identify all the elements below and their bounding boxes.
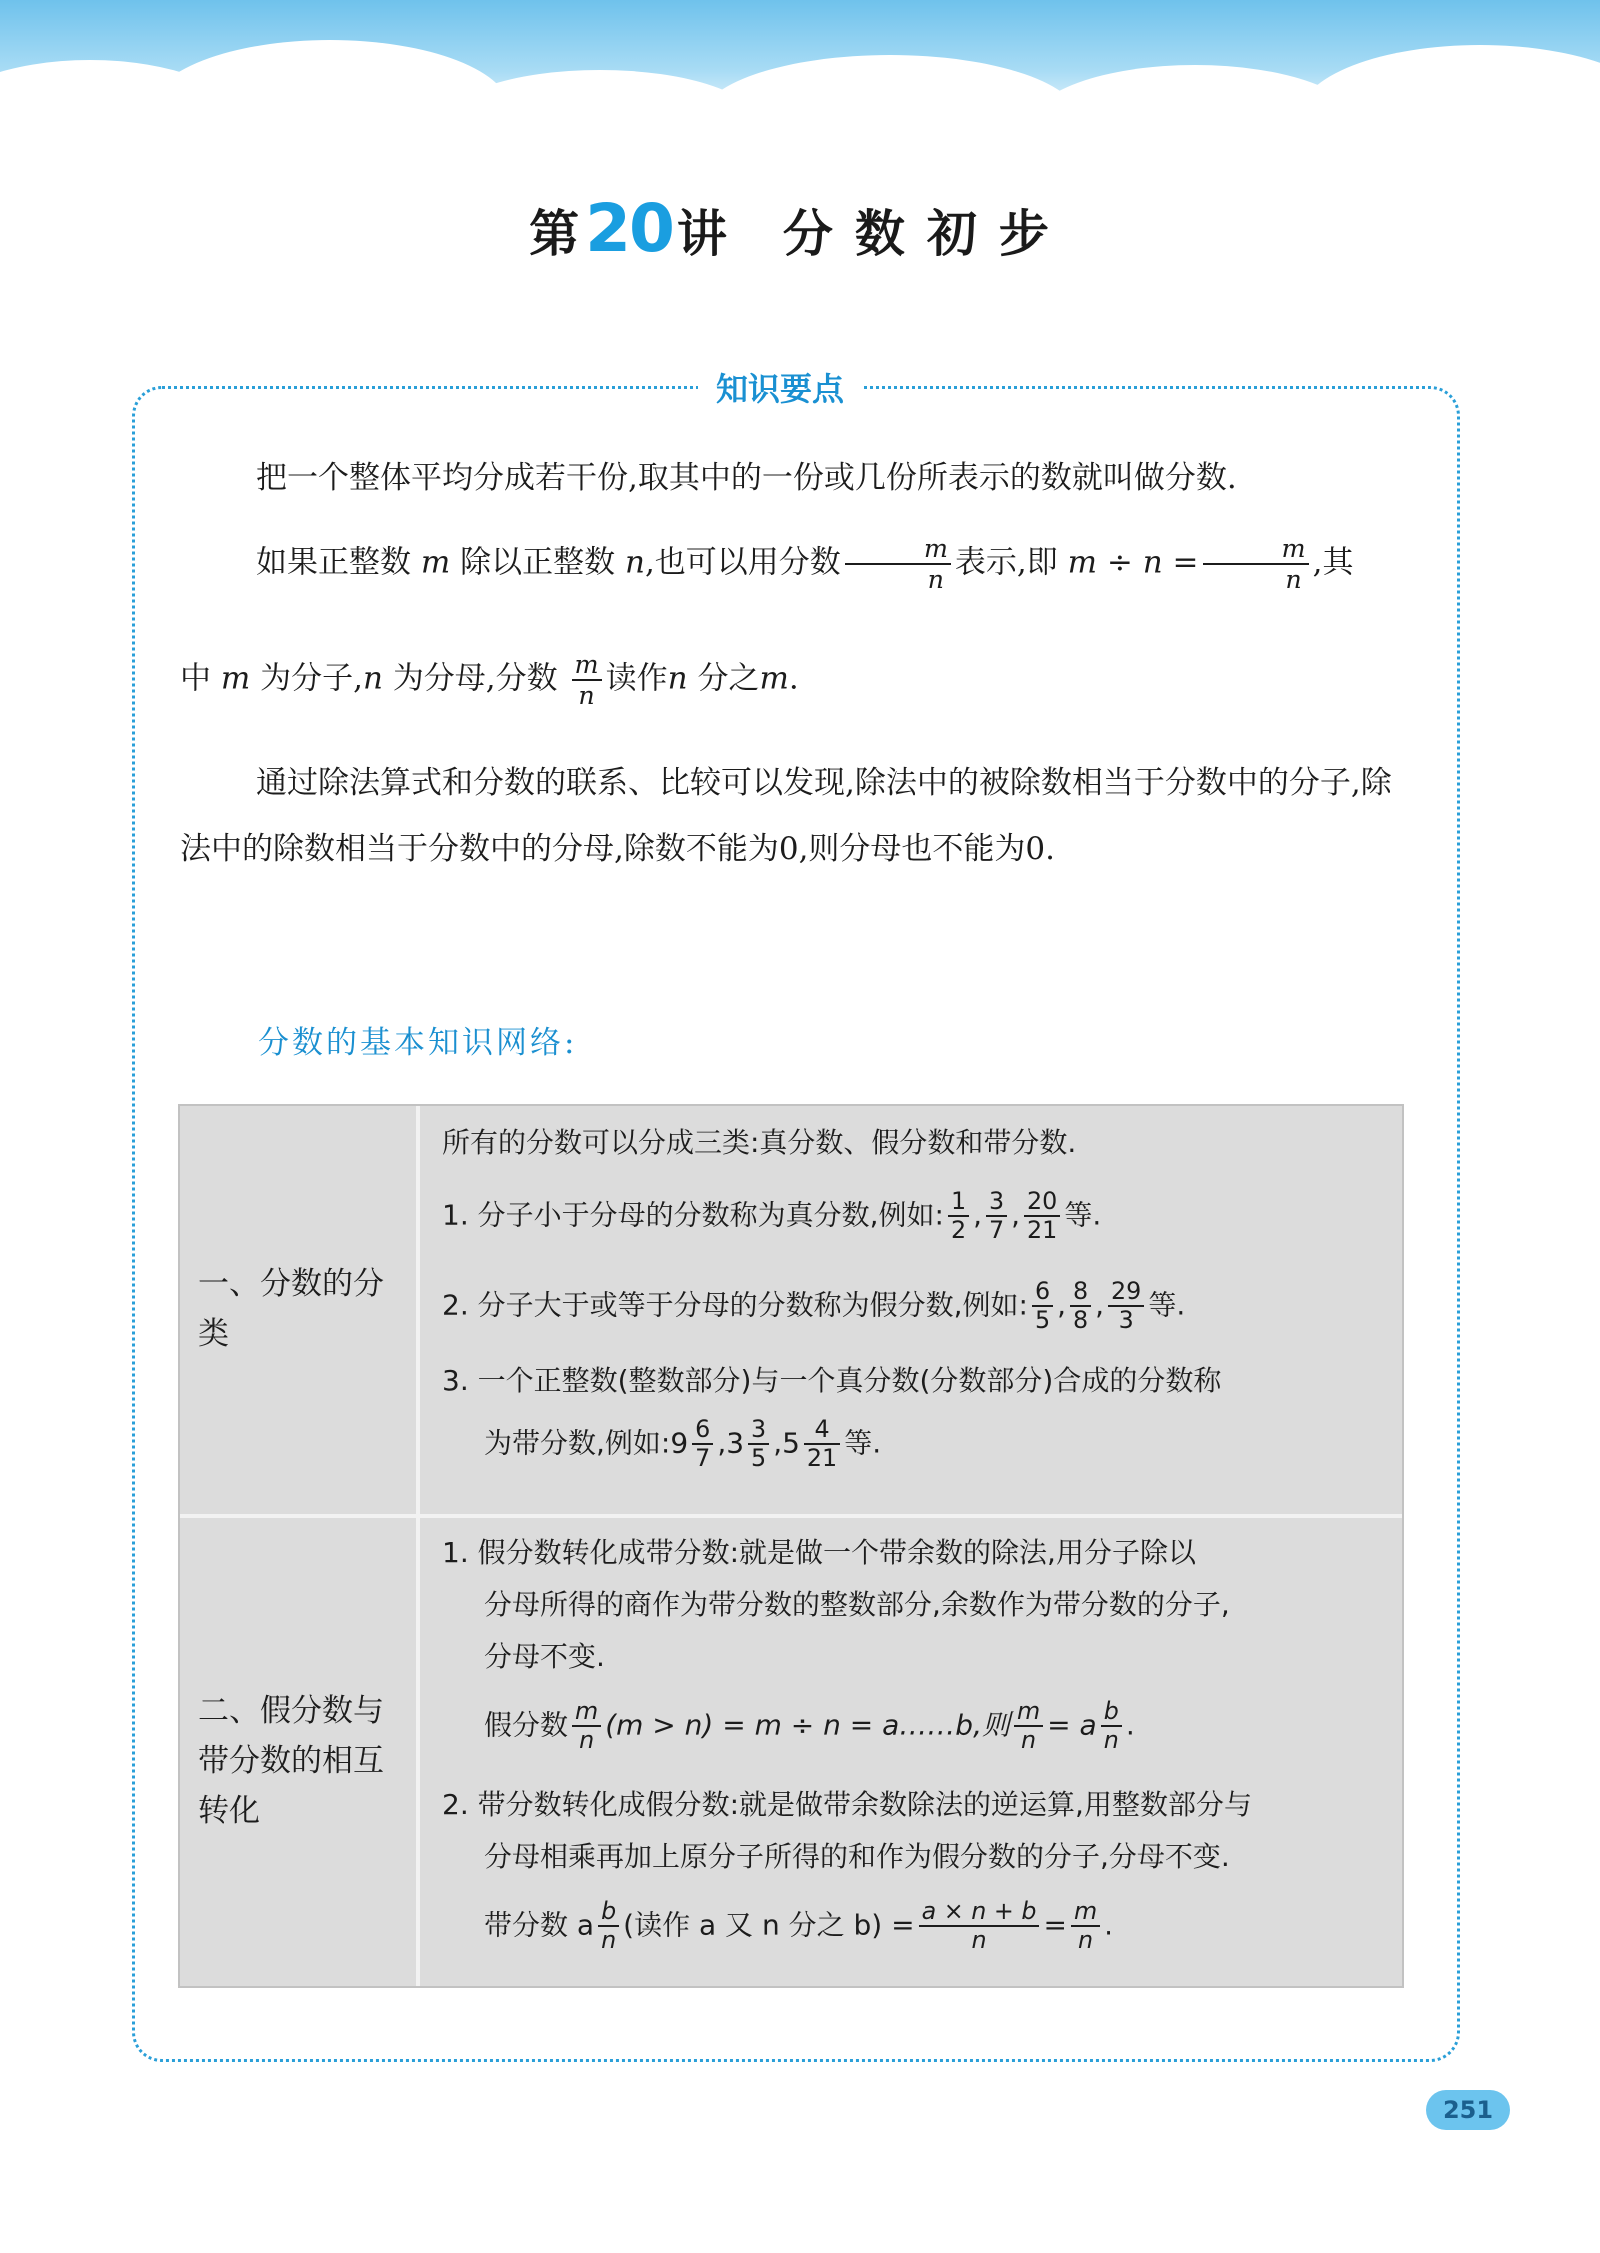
fraction	[986, 1188, 1007, 1245]
text-span: 为带分数,例如:	[484, 1426, 671, 1460]
numerator: b	[598, 1898, 619, 1927]
numerator: 8	[1070, 1278, 1091, 1307]
numerator: 3	[986, 1188, 1007, 1217]
intro-paragraph-1	[180, 456, 1400, 500]
mixed-to-improper-line1	[442, 1780, 1386, 1830]
var-n: n	[362, 660, 383, 697]
fraction	[804, 1416, 840, 1473]
var-n: n	[624, 544, 645, 581]
denominator: n	[927, 564, 945, 595]
text-span: 分母不变.	[484, 1640, 605, 1673]
fraction	[1070, 1278, 1091, 1335]
whole-part: 5	[782, 1426, 800, 1460]
text-span: 等.	[844, 1426, 882, 1460]
fraction-m-over-n	[1014, 1698, 1043, 1755]
mixed-to-improper-line2	[442, 1832, 1428, 1882]
denominator: 5	[751, 1444, 767, 1473]
denominator: 7	[989, 1216, 1005, 1245]
denominator: n	[601, 1926, 617, 1955]
fraction-m-over-n	[1203, 534, 1309, 594]
row-label: 二、假分数与带分数的相互转化	[198, 1693, 384, 1829]
intro-paragraph-3	[180, 650, 1400, 710]
text-span: 1. 分子小于分母的分数称为真分数,例如:	[442, 1198, 944, 1232]
numerator: m	[572, 650, 602, 681]
separator: ,	[773, 1426, 783, 1460]
classification-intro	[442, 1118, 1386, 1168]
text-span: 表示,即	[954, 544, 1058, 581]
denominator: n	[578, 680, 595, 711]
text-span: 假分数	[484, 1708, 569, 1742]
text-span: 为分子,	[260, 660, 363, 697]
numerator: m	[572, 1698, 601, 1727]
denominator: n	[1285, 564, 1302, 595]
fraction-b-over-n	[1101, 1698, 1122, 1755]
numerator: 20	[1024, 1188, 1060, 1217]
text-span: 除以正整数	[460, 544, 616, 581]
text-span: 分母所得的商作为带分数的整数部分,余数作为带分数的分子,	[484, 1588, 1230, 1621]
intro-text: 通过除法算式和分数的联系、比较可以发现,除法中的被除数相当于分数中的分子,除法中的除数相当于分数中的分母,除数不能为0,则分母也不能为0.	[180, 765, 1392, 867]
numerator: m	[1014, 1698, 1043, 1727]
formula-text: = a	[1047, 1708, 1097, 1742]
separator: ,	[1057, 1288, 1066, 1322]
formula-text: (m > n) = m ÷ n = a……b,则	[605, 1708, 1010, 1742]
fraction-m-over-n	[1071, 1898, 1100, 1955]
fraction	[1032, 1278, 1053, 1335]
intro-paragraph-4	[180, 750, 1400, 882]
fraction-m-over-n	[572, 1698, 601, 1755]
var-m: m	[420, 544, 451, 581]
whole-part: 3	[726, 1426, 745, 1460]
division-expression: m ÷ n =	[1067, 544, 1199, 581]
numerator: 1	[948, 1188, 969, 1217]
numerator: 4	[804, 1416, 840, 1445]
denominator: 2	[950, 1216, 967, 1245]
text-span: 等.	[1148, 1288, 1186, 1322]
text-span: .	[1125, 1708, 1135, 1742]
denominator: 21	[1027, 1216, 1058, 1245]
numerator: a × n + b	[919, 1898, 1040, 1927]
intro-paragraph-2	[180, 534, 1400, 594]
text-span: ,其	[1312, 544, 1354, 581]
text-span: 带分数 a	[484, 1908, 595, 1942]
fraction	[1024, 1188, 1060, 1245]
proper-fraction-item	[442, 1188, 1386, 1245]
var-n: n	[667, 660, 688, 697]
fraction	[948, 1188, 969, 1245]
mixed-number-item-line2	[442, 1416, 1428, 1473]
intro-text: 把一个整体平均分成若干份,取其中的一份或几份所表示的数就叫做分数.	[256, 460, 1237, 496]
denominator: 5	[1034, 1306, 1051, 1335]
text-span: 2. 分子大于或等于分母的分数称为假分数,例如:	[442, 1288, 1028, 1322]
improper-fraction-item	[442, 1278, 1386, 1335]
mixed-to-improper-formula	[442, 1898, 1428, 1955]
table-row-conversion	[180, 1518, 1402, 1986]
text-span: 如果正整数	[256, 544, 411, 581]
denominator: 3	[1118, 1306, 1134, 1335]
numerator: m	[1203, 534, 1309, 565]
improper-to-mixed-line3	[442, 1632, 1428, 1682]
numerator: m	[1071, 1898, 1100, 1927]
network-title: 分数的基本知识网络:	[258, 1025, 578, 1061]
fraction	[748, 1416, 769, 1473]
denominator: n	[579, 1726, 595, 1755]
fraction-m-over-n	[845, 534, 951, 594]
improper-to-mixed-formula	[442, 1698, 1428, 1755]
row-label-cell	[180, 1106, 420, 1514]
page-number: 251	[1426, 2090, 1510, 2130]
lecture-prefix: 第	[529, 204, 582, 263]
numerator: 6	[1032, 1278, 1053, 1307]
denominator: 7	[695, 1444, 711, 1473]
fraction-b-over-n	[598, 1898, 619, 1955]
numerator: b	[1101, 1698, 1122, 1727]
denominator: n	[1021, 1726, 1037, 1755]
formula-text: (读作 a 又 n 分之 b) =	[623, 1908, 915, 1942]
row-label: 一、分数的分类	[198, 1266, 384, 1352]
fraction	[692, 1416, 713, 1473]
denominator: n	[1077, 1926, 1094, 1955]
numerator: 29	[1108, 1278, 1144, 1307]
text-span: 分之	[697, 660, 760, 697]
numerator: 3	[748, 1416, 769, 1445]
text-span: ,也可以用分数	[644, 544, 841, 581]
text-span: 2. 带分数转化成假分数:就是做带余数除法的逆运算,用整数部分与	[442, 1788, 1252, 1821]
denominator: n	[1103, 1726, 1119, 1755]
text-span: 分母相乘再加上原分子所得的和作为假分数的分子,分母不变.	[484, 1840, 1230, 1873]
knowledge-table	[178, 1104, 1404, 1988]
cloud-shape	[700, 55, 1080, 185]
text-span: 1. 假分数转化成带分数:就是做一个带余数的除法,用分子除以	[442, 1536, 1196, 1569]
equals-sign: =	[1043, 1908, 1067, 1942]
var-m: m	[220, 660, 251, 697]
text-span: 3. 一个正整数(整数部分)与一个真分数(分数部分)合成的分数称	[442, 1364, 1222, 1397]
fraction-m-over-n	[572, 650, 602, 710]
numerator: 6	[692, 1416, 713, 1445]
text-span: 为分母,分数	[392, 660, 558, 697]
denominator: 8	[1073, 1306, 1089, 1335]
denominator: 21	[806, 1444, 838, 1473]
text-span: 读作	[605, 660, 668, 697]
fraction	[1108, 1278, 1144, 1335]
separator: ,	[717, 1426, 727, 1460]
row-content-cell	[442, 1106, 1386, 1514]
lecture-number: 20	[585, 190, 673, 267]
text-span: .	[1104, 1908, 1114, 1942]
denominator: n	[971, 1926, 987, 1955]
table-row-classification	[180, 1106, 1402, 1518]
lecture-suffix: 讲	[676, 204, 729, 263]
section-label: 知识要点	[698, 364, 862, 410]
separator: ,	[1095, 1288, 1105, 1322]
page-title	[0, 190, 1600, 267]
improper-to-mixed-line2	[442, 1580, 1428, 1630]
separator: ,	[973, 1198, 982, 1232]
row-label-cell	[180, 1518, 420, 1986]
separator: ,	[1011, 1198, 1021, 1232]
lecture-name: 分数初步	[782, 204, 1071, 263]
whole-part: 9	[670, 1426, 689, 1460]
text-span: 等.	[1064, 1198, 1102, 1232]
text-span: 中	[180, 660, 211, 697]
numerator: m	[845, 534, 951, 565]
fraction-sum-over-n	[919, 1898, 1040, 1955]
mixed-number-item-line1	[442, 1356, 1386, 1406]
improper-to-mixed-line1	[442, 1528, 1386, 1578]
text-span: .	[788, 660, 799, 697]
var-m: m	[759, 660, 789, 697]
row-content-cell	[442, 1518, 1386, 1986]
text-span: 所有的分数可以分成三类:真分数、假分数和带分数.	[442, 1126, 1077, 1159]
